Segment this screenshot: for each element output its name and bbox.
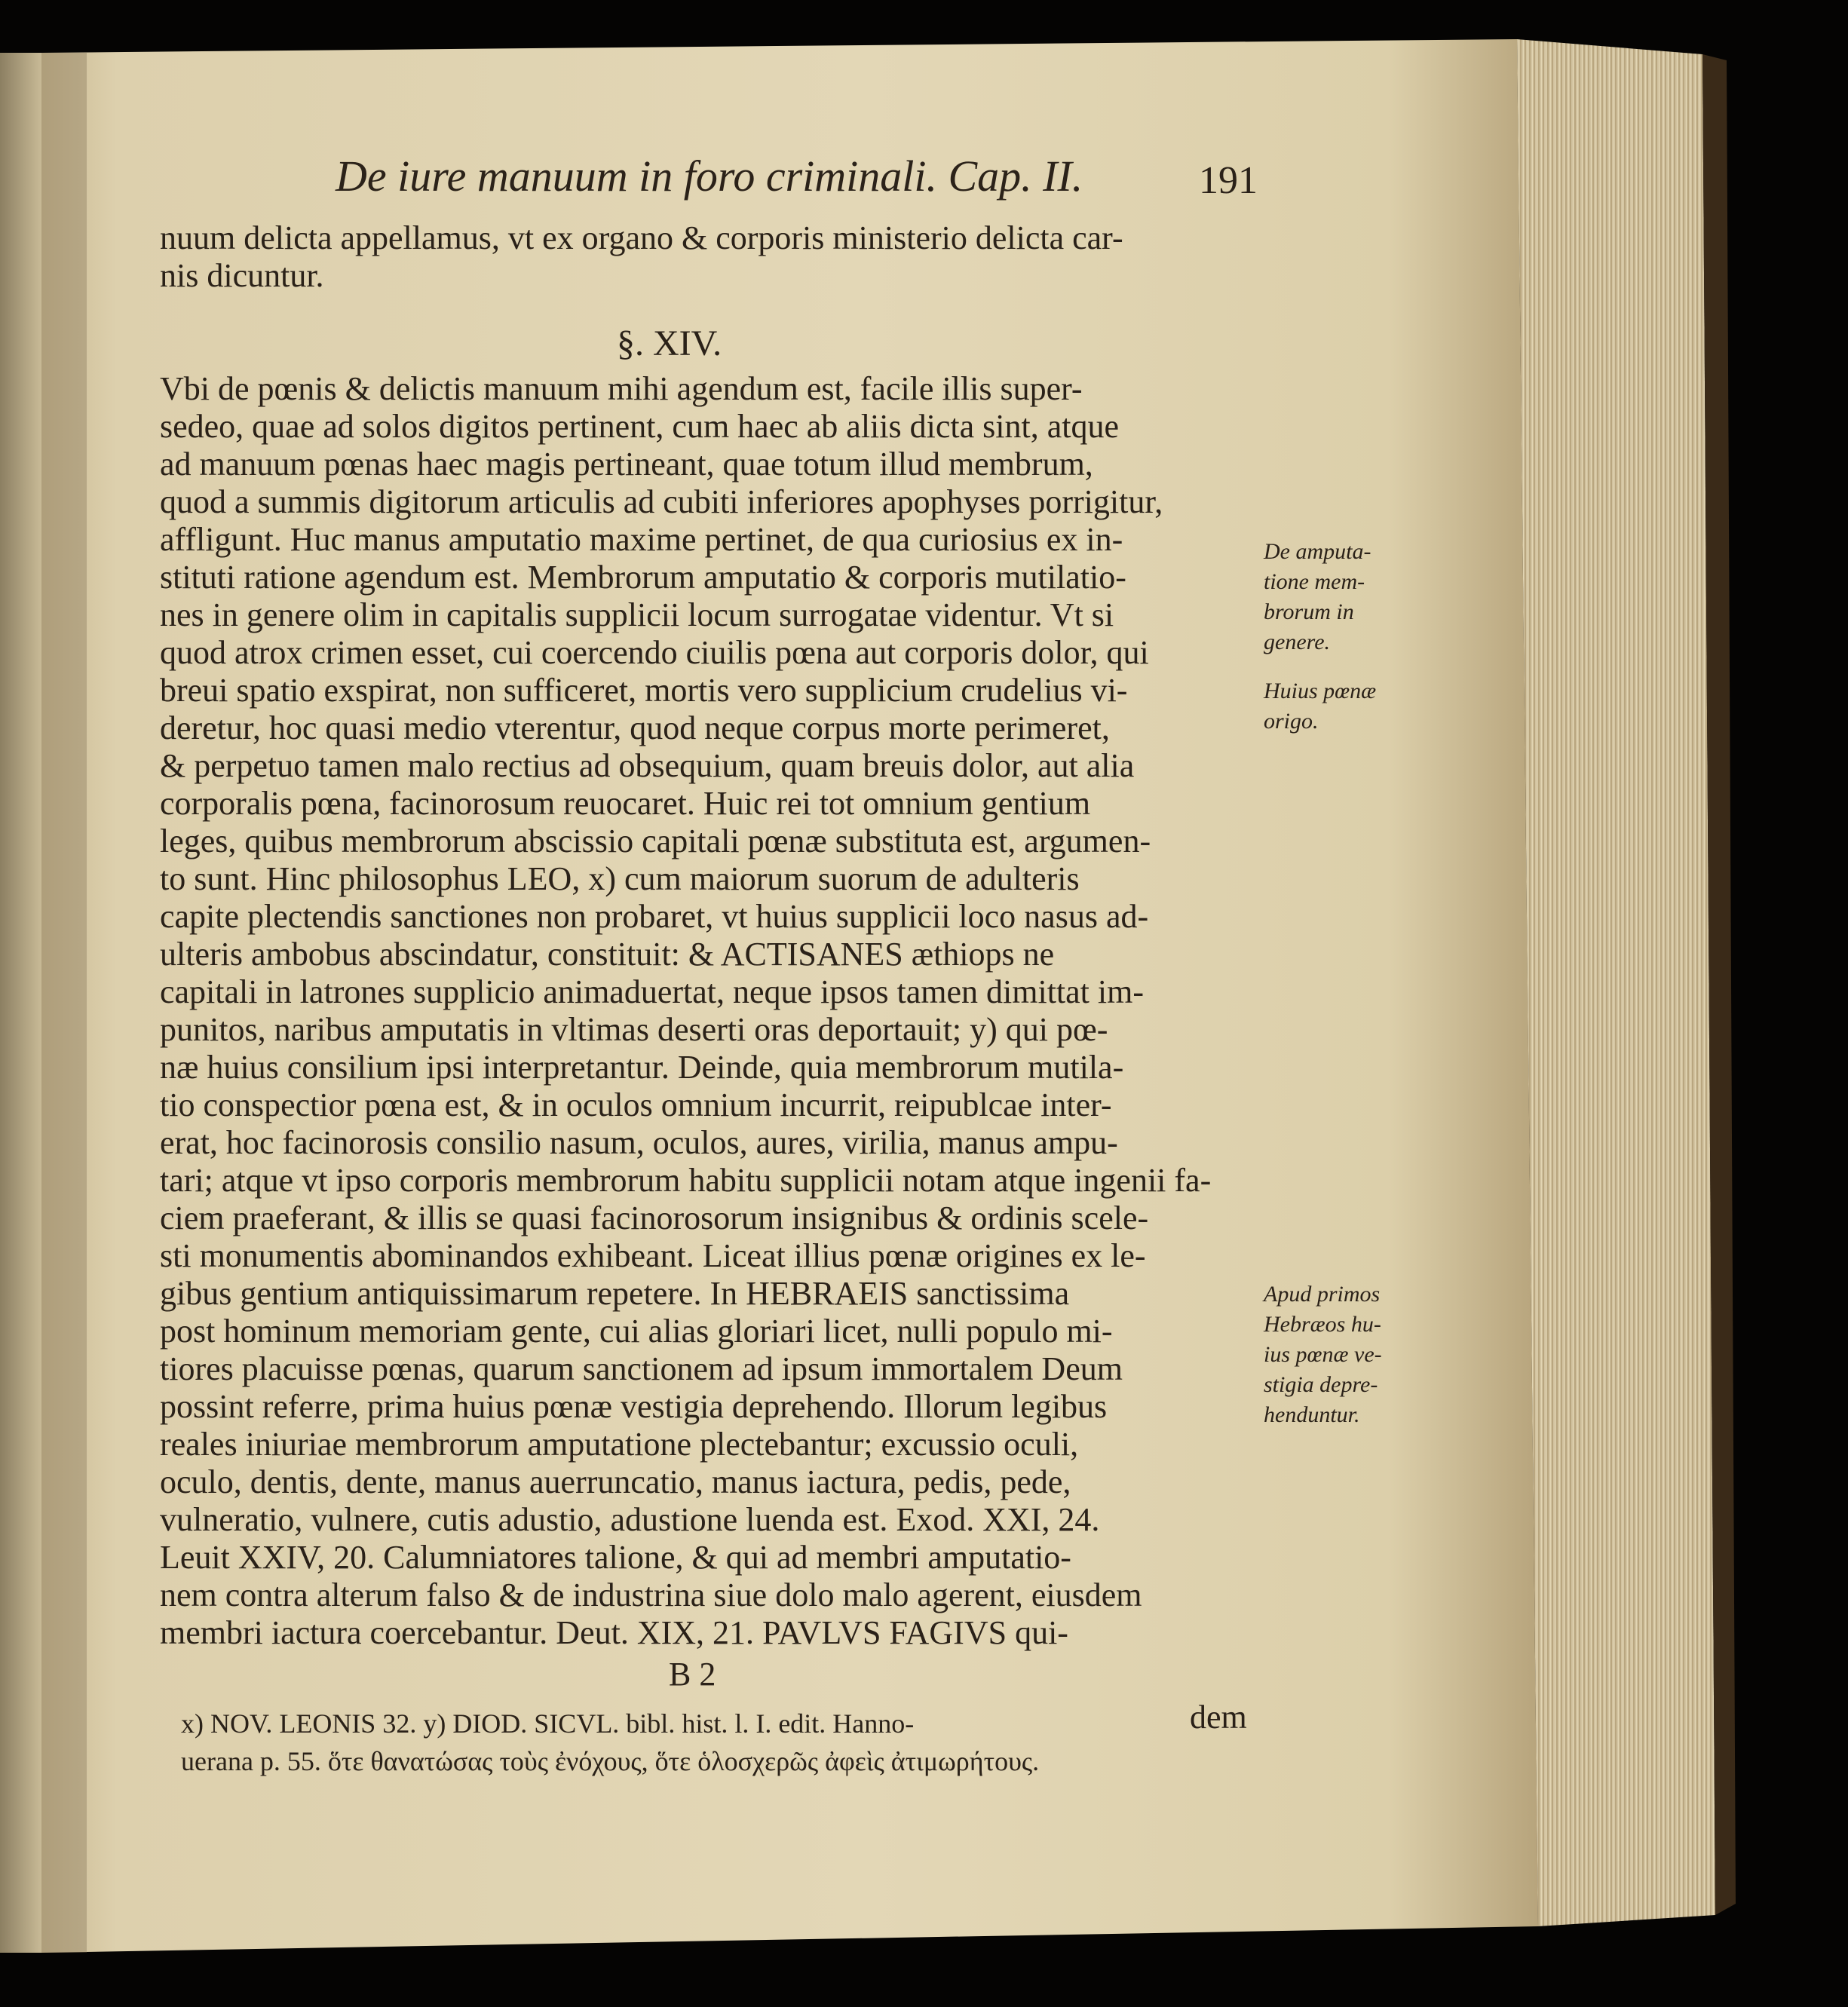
body-line: quod a summis digitorum articulis ad cubiti inferiores apophyses porrigitur, [160, 483, 1163, 520]
body-line: Leuit XXIV, 20. Calumniatores talione, & qui ad membri amputatio- [160, 1539, 1071, 1576]
body-line: næ huius consilium ipsi interpretantur. Deinde, quia membrorum mutila- [160, 1049, 1124, 1086]
margin-note: Apud primos [1264, 1282, 1381, 1307]
body-line: tio conspectior pœna est, & in oculos omnium incurrit, reipublcae inter- [160, 1086, 1112, 1123]
body-line: stituti ratione agendum est. Membrorum amputatio & corporis mutilatio- [160, 559, 1126, 596]
body-line: affligunt. Huc manus amputatio maxime pertinet, de qua curiosius ex in- [160, 521, 1123, 558]
body-line: quod atrox crimen esset, cui coercendo ciuilis pœna aut corporis dolor, qui [160, 634, 1149, 671]
margin-note: ius pœnæ ve- [1264, 1342, 1382, 1367]
body-line: oculo, dentis, dente, manus auerruncatio, manus iactura, pedis, pede, [160, 1463, 1071, 1500]
margin-note: tione mem- [1264, 569, 1365, 594]
margin-note: Huius pœnæ [1264, 679, 1377, 703]
margin-note: origo. [1264, 709, 1319, 734]
body-line: vulneratio, vulnere, cutis adustio, adustione luenda est. Exod. XXI, 24. [160, 1501, 1100, 1538]
body-line: ad manuum pœnas haec magis pertineant, quae totum illud membrum, [160, 446, 1093, 483]
catchword: dem [1190, 1699, 1247, 1736]
body-line: tiores placuisse pœnas, quarum sanctionem ad ipsum immortalem Deum [160, 1350, 1123, 1387]
body-line: sti monumentis abominandos exhibeant. Liceat illius pœnæ origines ex le- [160, 1237, 1146, 1274]
body-line: capitali in latrones supplicio animaduertat, neque ipsos tamen dimittat im- [160, 973, 1145, 1010]
body-line: post hominum memoriam gente, cui alias gloriari licet, nulli populo mi- [160, 1313, 1113, 1350]
footnote-line: uerana p. 55. ὅτε θανατώσας τοὺς ἐνόχους, ὅτε ὁλοσχερῶς ἀφεὶς ἀτιμωρήτους. [181, 1746, 1040, 1776]
section-heading: §. XIV. [617, 323, 722, 363]
body-line: capite plectendis sanctiones non probaret, vt huius supplicii loco nasus ad- [160, 898, 1149, 935]
margin-note: stigia depre- [1264, 1372, 1378, 1397]
body-line: erat, hoc facinorosis consilio nasum, oculos, aures, virilia, manus ampu- [160, 1124, 1118, 1161]
page-number: 191 [1199, 159, 1258, 202]
body-line: Vbi de pœnis & delictis manuum mihi agendum est, facile illis super- [160, 370, 1083, 407]
body-line: breui spatio exspirat, non sufficeret, mortis vero supplicium crudelius vi- [160, 672, 1128, 709]
body-line: nes in genere olim in capitalis supplicii locum surrogatae videntur. Vt si [160, 596, 1114, 633]
margin-note: De amputa- [1264, 539, 1371, 564]
signature-mark: B 2 [669, 1656, 716, 1693]
body-line: tari; atque vt ipso corporis membrorum habitu supplicii notam atque ingenii fa- [160, 1162, 1212, 1199]
body-line: to sunt. Hinc philosophus LEO, x) cum maiorum suorum de adulteris [160, 860, 1080, 897]
body-line: leges, quibus membrorum abscissio capitali pœnæ substituta est, argumen- [160, 823, 1151, 859]
running-head: De iure manuum in foro criminali. Cap. II. [336, 152, 1083, 201]
body-line: sedeo, quae ad solos digitos pertinent, cum haec ab aliis dicta sint, atque [160, 408, 1119, 445]
body-line: deretur, hoc quasi medio vterentur, quod neque corpus morte perimeret, [160, 709, 1110, 746]
body-line: punitos, naribus amputatis in vltimas deserti oras deportauit; y) qui pœ- [160, 1011, 1108, 1048]
body-line: ulteris ambobus abscindatur, constituit: & ACTISANES æthiops ne [160, 936, 1055, 973]
margin-note: genere. [1264, 630, 1331, 654]
body-line: ciem praeferant, & illis se quasi facinorosorum insignibus & ordinis scele- [160, 1200, 1149, 1236]
body-line: nuum delicta appellamus, vt ex organo & corporis ministerio delicta car- [160, 219, 1123, 256]
body-line: & perpetuo tamen malo rectius ad obsequium, quam breuis dolor, aut alia [160, 747, 1135, 784]
body-line: possint referre, prima huius pœnæ vestigia deprehendo. Illorum legibus [160, 1388, 1108, 1425]
facing-page-edge [0, 53, 41, 1953]
body-line: nis dicuntur. [160, 257, 324, 294]
margin-note: henduntur. [1264, 1402, 1360, 1427]
body-line: reales iniuriae membrorum amputatione plectebantur; excussio oculi, [160, 1426, 1079, 1463]
body-line: corporalis pœna, facinorosum reuocaret. Huic rei tot omnium gentium [160, 785, 1091, 822]
margin-note: brorum in [1264, 599, 1354, 624]
margin-note: Hebræos hu- [1264, 1312, 1381, 1337]
body-line: gibus gentium antiquissimarum repetere. In HEBRAEIS sanctissima [160, 1275, 1070, 1312]
page-stack-edges [1517, 39, 1715, 1926]
body-line: membri iactura coercebantur. Deut. XIX, 21. PAVLVS FAGIVS qui- [160, 1614, 1068, 1651]
footnote-line: x) NOV. LEONIS 32. y) DIOD. SICVL. bibl. hist. l. I. edit. Hanno- [181, 1708, 915, 1739]
gutter-shadow [41, 53, 87, 1953]
body-line: nem contra alterum falso & de industrina siue dolo malo agerent, eiusdem [160, 1576, 1142, 1613]
